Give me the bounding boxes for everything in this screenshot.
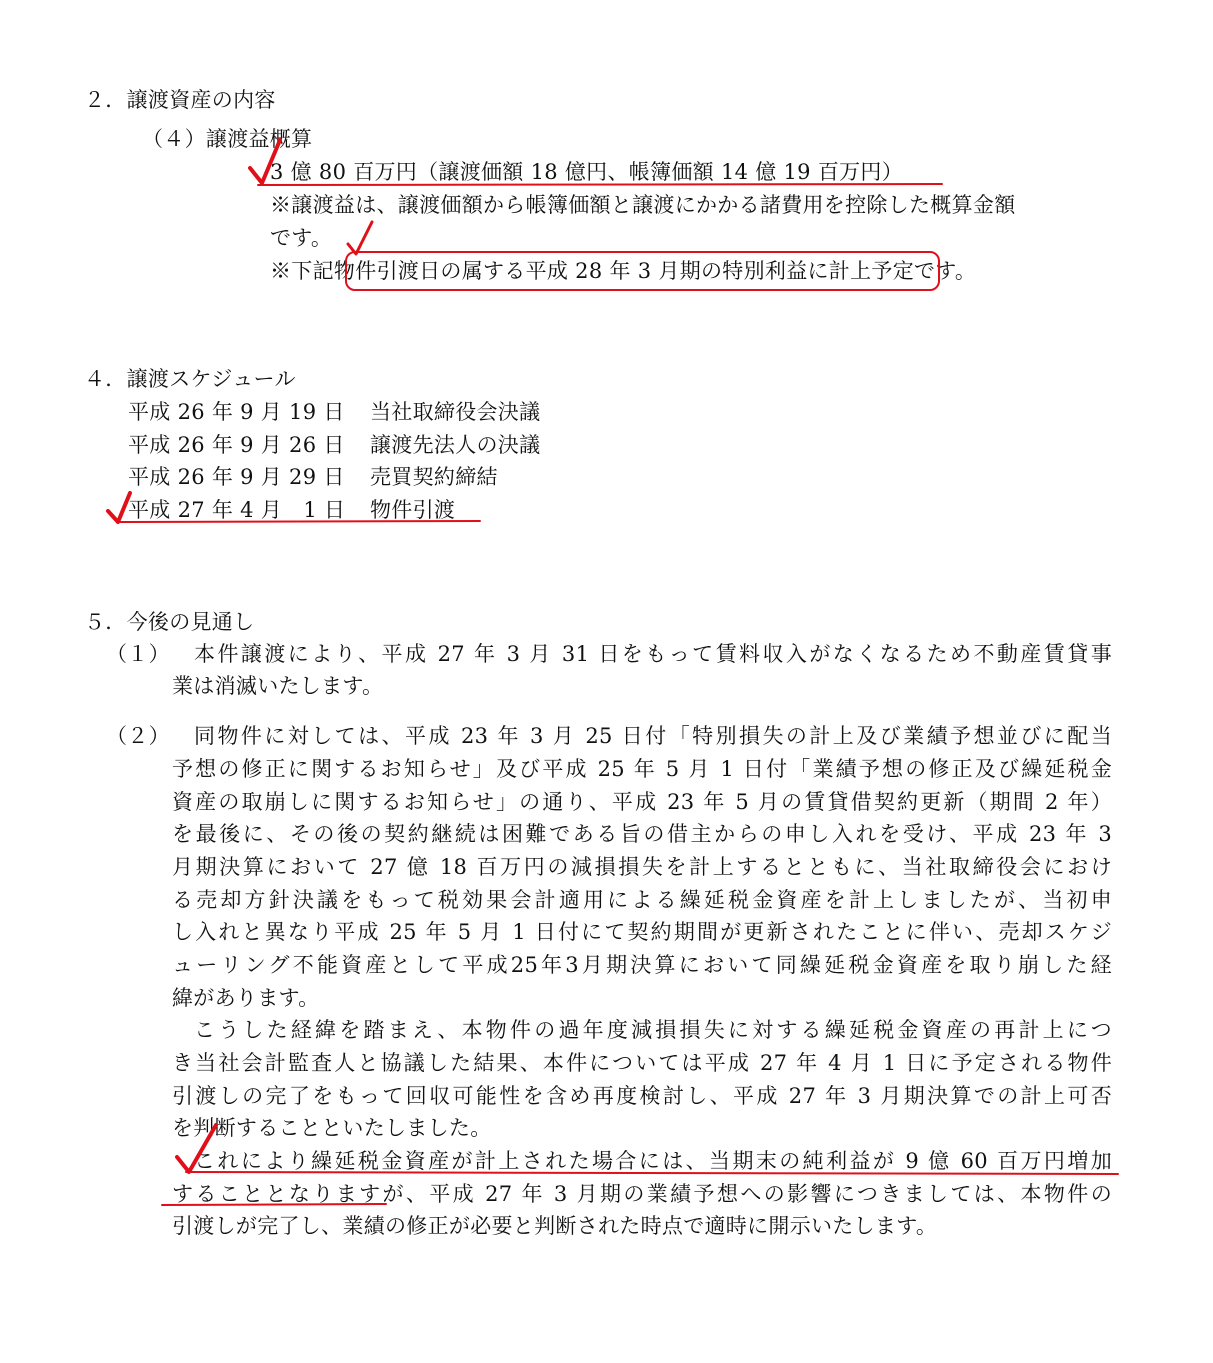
para-3-line-2: することとなりますが、平成 27 年 3 月期の業績予想への影響につきましては、本物件の xyxy=(172,1182,1112,1206)
gain-note-2-line xyxy=(270,255,976,287)
para-2-line-1: こうした経緯を踏まえ、本物件の過年度減損損失に対する繰延税金資産の再計上につ xyxy=(194,1018,1112,1042)
item-2-line-2: 予想の修正に関するお知らせ」及び平成 25 年 5 月 1 日付「業績予想の修正及び繰延税金 xyxy=(172,757,1112,781)
para-2-line-3: 引渡しの完了をもって回収可能性を含め再度検討し、平成 27 年 3 月期決算での計上可否 xyxy=(172,1084,1112,1108)
item-2-label: （２） xyxy=(106,724,170,748)
schedule-row-2-date: 平成 26 年 9 月 26 日 xyxy=(128,433,345,457)
para-3-line-1: これにより繰延税金資産が計上された場合には、当期末の純利益が 9 億 60 百万円増加 xyxy=(194,1149,1112,1173)
para-2-line-4: を判断することといたしました。 xyxy=(172,1116,492,1140)
gain-note-2-boxed: 物件引渡日の属する平成 28 年 3 月期の特別利益に計上 xyxy=(333,259,872,283)
item-2-line-1: 同物件に対しては、平成 23 年 3 月 25 日付「特別損失の計上及び業績予想並びに配当 xyxy=(194,724,1112,748)
section-2-subheading: （４）譲渡益概算 xyxy=(142,127,313,151)
gain-note-2-post: 予定です。 xyxy=(871,259,977,283)
check-mark-icon xyxy=(348,222,372,254)
item-2-line-5: 月期決算において 27 億 18 百万円の減損損失を計上するとともに、当社取締役会におけ xyxy=(172,855,1112,879)
check-mark-icon xyxy=(108,493,130,522)
item-2-line-6: る売却方針決議をもって税効果会計適用による繰延税金資産を計上しましたが、当初申 xyxy=(172,888,1112,912)
item-1-line-2: 業は消滅いたします。 xyxy=(172,674,384,698)
section-2-heading: ２．譲渡資産の内容 xyxy=(84,88,276,112)
schedule-row-1-event: 当社取締役会決議 xyxy=(370,400,541,424)
schedule-row-4-date: 平成 27 年 4 月 1 日 xyxy=(128,498,346,522)
schedule-row-4-event: 物件引渡 xyxy=(370,498,456,522)
item-2-line-4: を最後に、その後の契約継続は困難である旨の借主からの申し入れを受け、平成 23 年 3 xyxy=(172,822,1112,846)
para-3-line-3: 引渡しが完了し、業績の修正が必要と判断された時点で適時に開示いたします。 xyxy=(172,1214,938,1238)
gain-amount-line: 3 億 80 百万円（譲渡価額 18 億円、帳簿価額 14 億 19 百万円） xyxy=(270,160,904,184)
gain-note-2-pre: ※下記 xyxy=(270,259,334,283)
item-2-line-3: 資産の取崩しに関するお知らせ」の通り、平成 23 年 5 月の賃貸借契約更新（期間 2 年） xyxy=(172,790,1112,814)
schedule-row-3-date: 平成 26 年 9 月 29 日 xyxy=(128,465,345,489)
section-5-heading: ５．今後の見通し xyxy=(84,610,255,634)
item-2-line-7: し入れと異なり平成 25 年 5 月 1 日付にて契約期間が更新されたことに伴い、売却スケジ xyxy=(172,920,1112,944)
schedule-row-2-event: 譲渡先法人の決議 xyxy=(370,433,541,457)
para-2-line-2: き当社会計監査人と協議した結果、本件については平成 27 年 4 月 1 日に予定される物件 xyxy=(172,1051,1112,1075)
gain-note-1-line-a: ※譲渡益は、譲渡価額から帳簿価額と譲渡にかかる諸費用を控除した概算金額 xyxy=(270,193,1016,217)
item-2-line-8: ューリング不能資産として平成25年3月期決算において同繰延税金資産を取り崩した経 xyxy=(172,953,1112,977)
section-4-heading: ４．譲渡スケジュール xyxy=(84,367,296,391)
item-1-line-1: 本件譲渡により、平成 27 年 3 月 31 日をもって賃料収入がなくなるため不動産賃貸事 xyxy=(194,642,1112,666)
schedule-row-1-date: 平成 26 年 9 月 19 日 xyxy=(128,400,345,424)
item-2-line-9: 緯があります。 xyxy=(172,986,320,1010)
gain-note-1-line-b: です。 xyxy=(270,226,333,250)
item-1-label: （１） xyxy=(106,642,170,666)
schedule-row-3-event: 売買契約締結 xyxy=(370,465,498,489)
